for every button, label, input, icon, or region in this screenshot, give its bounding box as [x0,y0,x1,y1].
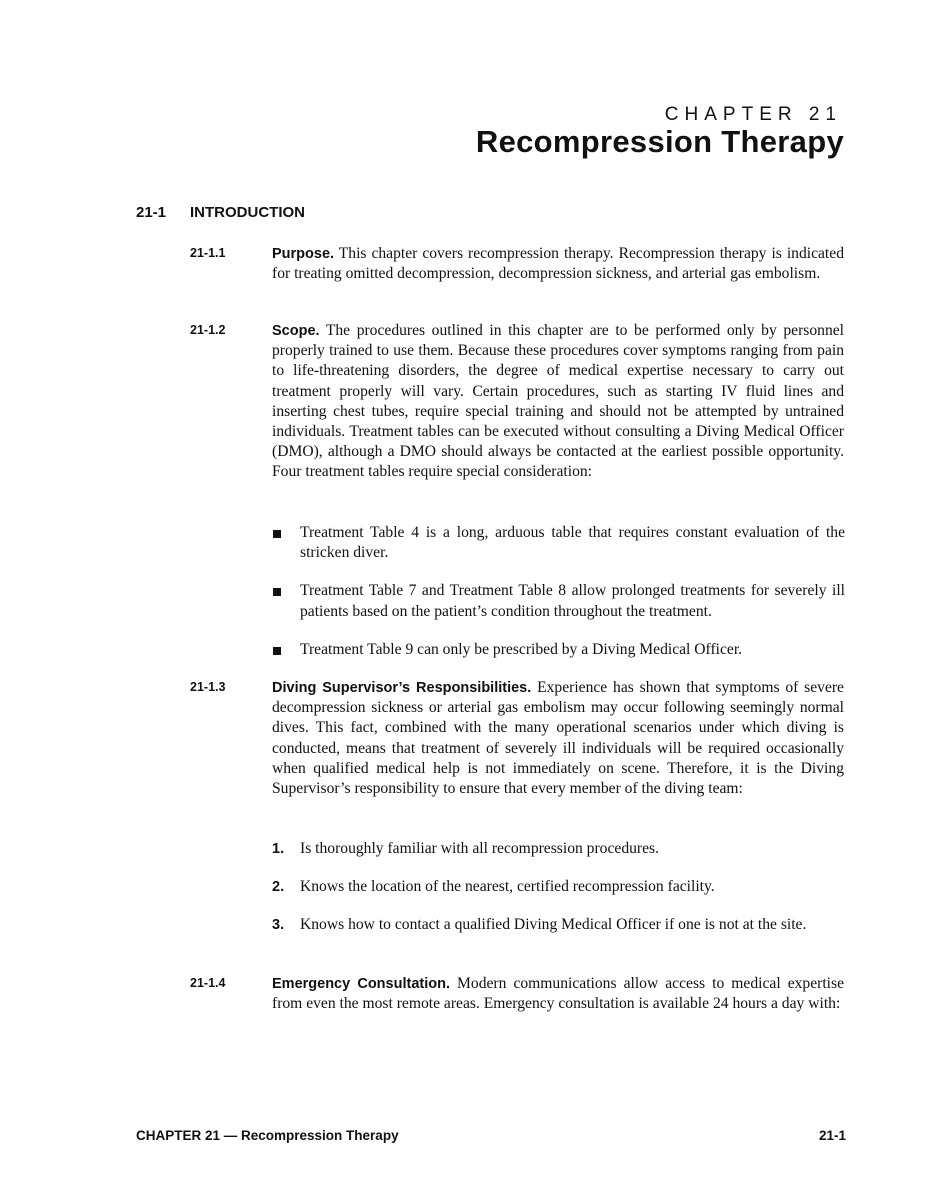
list-item [272,915,845,935]
list-number: 1. [272,841,285,857]
list-item-text: Treatment Table 4 is a long, arduous table that requires constant evaluation of the stricken diver. [300,524,845,562]
section-heading [136,204,305,221]
section-number: 21-1 [136,204,167,221]
paragraph-number: 21-1.2 [190,323,226,337]
chapter-label: CHAPTER 21 [664,104,842,125]
numbered-list [272,839,845,936]
paragraph-text: Modern communications allow access to medical expertise from even the most remote areas. Emergency consultation is available 24 hours a day with: [272,975,844,1013]
list-number: 3. [272,917,285,934]
paragraph-body [272,321,844,483]
paragraph-lead: Purpose. [272,246,335,262]
paragraph-supervisor-responsibilities [190,678,845,799]
section-title: INTRODUCTION [190,204,305,221]
list-item-text: Treatment Table 7 and Treatment Table 8 allow prolonged treatments for severely ill patients based on the patient’s condition throughout the treatment. [300,582,845,620]
paragraph-body [272,244,844,284]
bullet-list [272,523,845,660]
list-item [272,877,845,897]
paragraph-lead: Emergency Consultation. [272,976,450,992]
list-number: 2. [272,879,285,896]
square-bullet-icon [273,588,281,596]
list-item-text: Is thoroughly familiar with all recompression procedures. [300,840,659,857]
paragraph-scope [190,321,845,483]
list-item [272,523,845,563]
page-footer [136,1128,846,1143]
page-number: 21-1 [818,1128,846,1143]
paragraph-text: The procedures outlined in this chapter are to be performed only by personnel properly trained to use them. Because these procedures cover symptoms ranging from pain to life-threatening disorders, the degree of medical expertise necessary to carry out treatment properly will vary. Certain procedures, such as starting IV fluid lines and inserting chest tubes, require special training and should not be attempted by untrained individuals. Treatment tables can be executed without consulting a Diving Medical Officer (DMO), although a DMO should always be contacted at the earliest possible opportunity. Four treatment tables require special consideration: [272,322,844,481]
list-item [272,839,845,859]
paragraph-lead: Diving Supervisor’s Responsibilities. [272,680,532,696]
paragraph-number: 21-1.3 [190,680,226,694]
paragraph-text: Experience has shown that symptoms of severe decompression sickness or arterial gas embolism may occur following seemingly normal dives. This fact, combined with the many operational scenarios under which diving is conducted, means that treatment of severely ill individuals will be required occasionally when qualified medical help is not immediately on scene. Therefore, it is the Diving Supervisor’s responsibility to ensure that every member of the diving team: [272,679,844,798]
paragraph-purpose [190,244,845,284]
paragraph-lead: Scope. [272,323,320,339]
list-item-text: Treatment Table 9 can only be prescribed by a Diving Medical Officer. [300,640,743,658]
list-item-text: Knows how to contact a qualified Diving Medical Officer if one is not at the site. [300,916,807,934]
chapter-title: Recompression Therapy [475,124,844,159]
paragraph-emergency-consultation [190,974,845,1014]
list-item-text: Knows the location of the nearest, certified recompression facility. [300,878,715,896]
paragraph-body [272,974,844,1014]
square-bullet-icon [273,647,281,655]
footer-chapter-title: CHAPTER 21 — Recompression Therapy [136,1128,399,1143]
list-item [272,581,845,621]
paragraph-text: This chapter covers recompression therapy. Recompression therapy is indicated for treating omitted decompression, decompression sickness, and arterial gas embolism. [272,245,844,283]
paragraph-number: 21-1.4 [190,976,226,990]
paragraph-body [272,678,844,799]
list-item [272,640,845,660]
square-bullet-icon [273,530,281,538]
paragraph-number: 21-1.1 [190,246,226,260]
